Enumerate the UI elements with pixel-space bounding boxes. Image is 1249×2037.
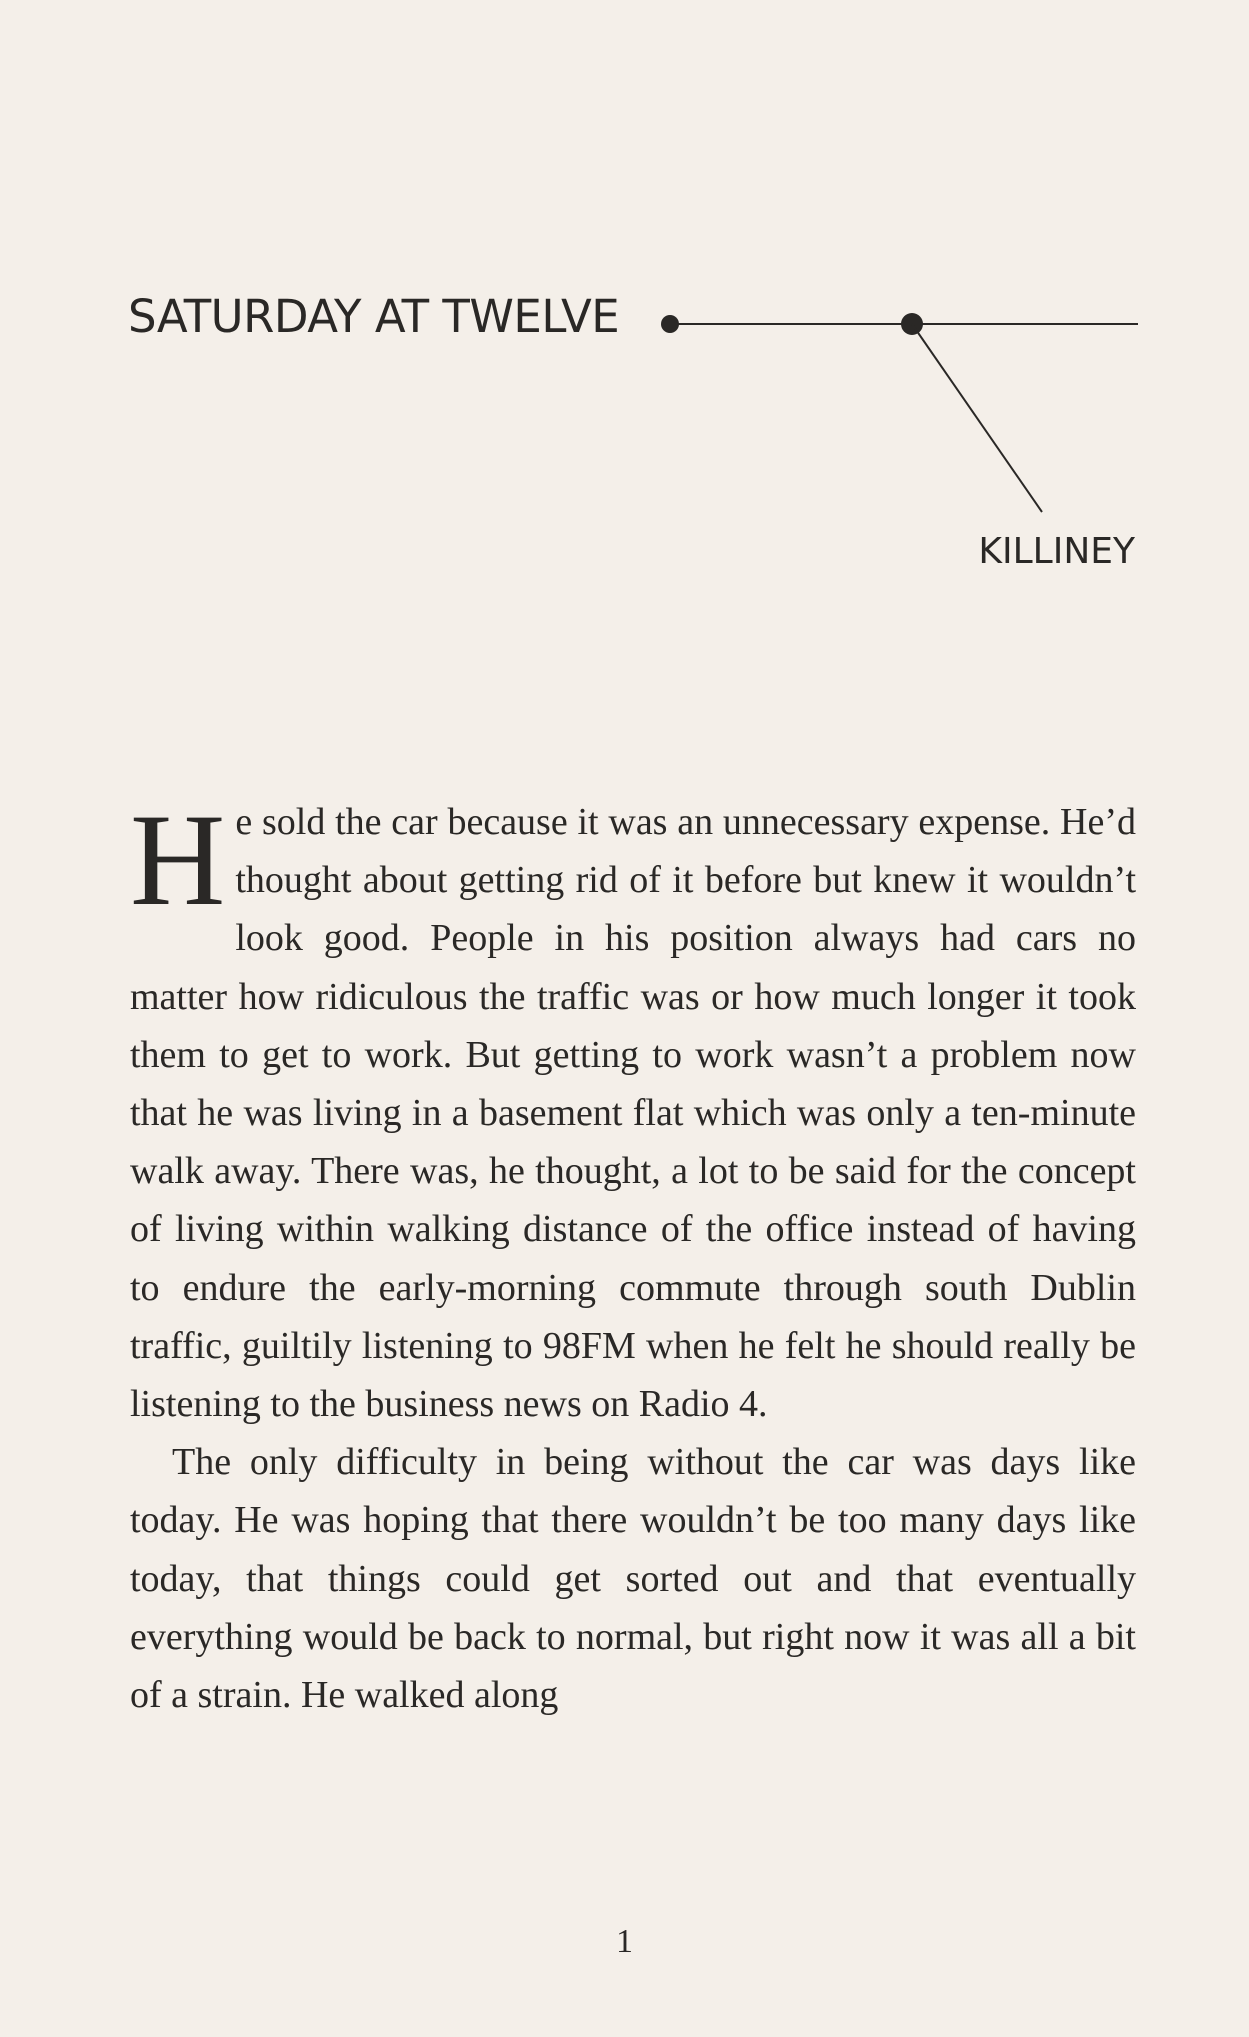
route-diagonal-line — [912, 324, 1042, 512]
body-text — [130, 786, 1136, 1724]
route-start-dot — [661, 315, 679, 333]
paragraph-1-text: e sold the car because it was an unnecessary expense. He’d thought about getting rid of it before but knew it wouldn’t look good. People in his position always had cars no matter how ridiculous the traffic was or how much longer it took them to get to work. But getting to work wasn’t a problem now that he was living in a basement flat which was only a ten-minute walk away. There was, he thought, a lot to be said for the concept of living within walking distance of the office instead of having to endure the early-morning commute through south Dublin traffic, guiltily listening to 98FM when he felt he should really be listening to the business news on Radio 4. — [130, 801, 1136, 1426]
chapter-location: KILLINEY — [978, 531, 1135, 572]
chapter-heading: SATURDAY AT TWELVE — [128, 290, 620, 343]
page-number: 1 — [616, 1923, 633, 1960]
route-junction-dot — [901, 313, 923, 335]
paragraph-1 — [130, 786, 1136, 1433]
paragraph-2: The only difficulty in being without the car was days like today. He was hoping that there wouldn’t be too many days like today, that things could get sorted out and that eventually everything would be back to normal, but right now it was all a bit of a strain. He walked along — [130, 1441, 1136, 1717]
drop-cap: H — [130, 786, 226, 933]
